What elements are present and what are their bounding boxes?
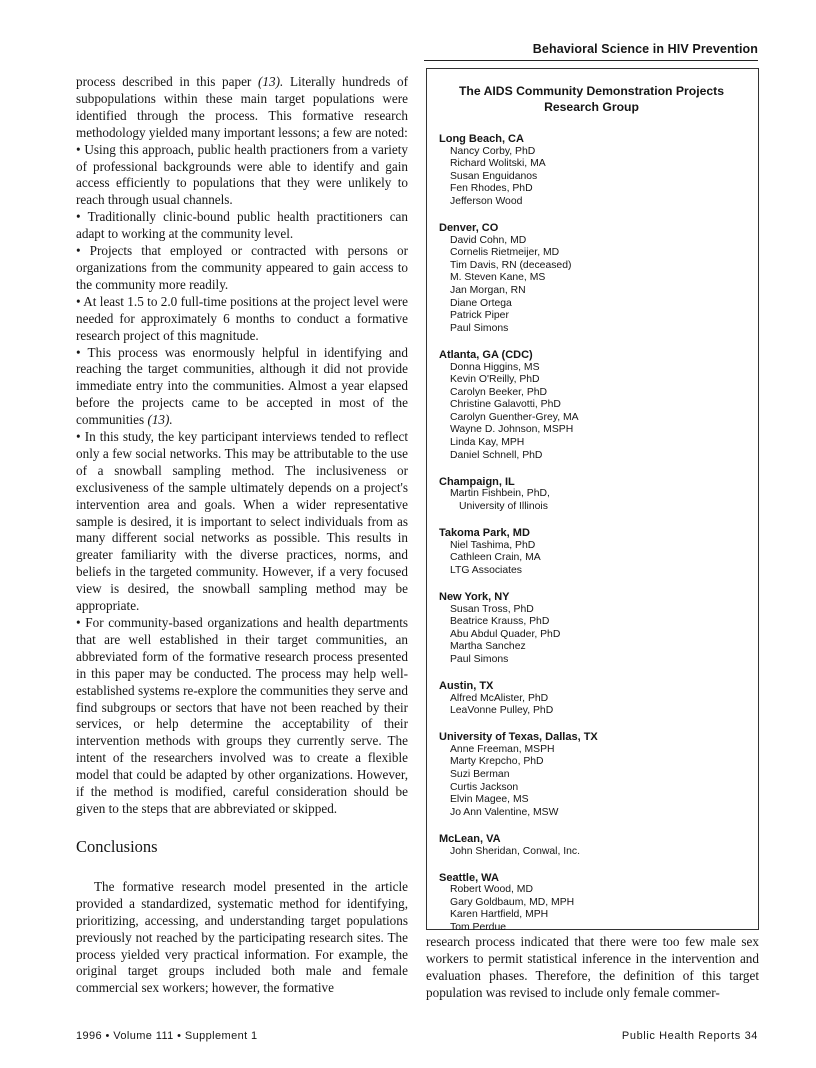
bullet-item [76, 345, 408, 430]
member-name: Jo Ann Valentine, MSW [450, 806, 559, 818]
member-name: Alfred McAlister, PhD [450, 692, 549, 704]
member-name: Linda Kay, MPH [450, 437, 525, 449]
bullet-text: • This process was enormously helpful in identifying and reaching the target communities, although it did not provide immediate entry into the communities. Almost a year elapsed before the projects came to be accepted in most of the communities [76, 344, 408, 428]
member-name: Daniel Schnell, PhD [450, 449, 543, 461]
site-name: Seattle, WA [439, 871, 499, 884]
site-name: McLean, VA [439, 832, 501, 845]
member-name: Gary Goldbaum, MD, MPH [450, 896, 575, 908]
citation: (13). [147, 412, 173, 428]
bullet-item: • For community-based organizations and health departments that are well established in their target communities, an abbreviated form of the formative research process presented in this paper may be conducted. The process may help well-established systems re-explore the communities they serve and find subgroups or sectors that have not been reached by their services, or help determine the acceptability of their intervention methods with groups they currently serve. The intent of the researchers involved was to create a flexible model that could be adapted by other organizations. However, if the method is modified, careful consideration should be given to the steps that are abbreviated or skipped. [76, 615, 408, 816]
left-column [76, 74, 408, 997]
member-name: LeaVonne Pulley, PhD [450, 705, 554, 717]
member-name: Nancy Corby, PhD [450, 145, 536, 157]
member-name: Donna Higgins, MS [450, 361, 540, 373]
opening-text-continued: Literally hundreds of subpopulations within these main target populations were identified through the process. This formative research methodology yielded many important lessons; a few are noted: [76, 74, 409, 140]
member-name: LTG Associates [450, 564, 522, 576]
member-name: Martha Sanchez [450, 641, 526, 653]
member-name: Patrick Piper [450, 310, 509, 322]
member-name: Karen Hartfield, MPH [450, 909, 549, 921]
continuation-paragraph: research process indicated that there were too few male sex workers to permit statistical inference in the intervention and evaluation phases. Therefore, the definition of this target population was revised to include only female commer- [426, 934, 759, 1000]
site-group [439, 833, 744, 858]
bullet-item: • Using this approach, public health practioners from a variety of professional backgrounds were able to identify and gain access efficiently to populations that they were unlikely to reach through usual channels. [76, 141, 408, 208]
member-name: Susan Tross, PhD [450, 603, 534, 615]
member-name: Martin Fishbein, PhD, [450, 488, 550, 500]
site-name: University of Texas, Dallas, TX [439, 731, 598, 744]
site-name: Atlanta, GA (CDC) [439, 348, 533, 361]
member-name: Beatrice Krauss, PhD [450, 616, 550, 628]
site-group [439, 872, 744, 935]
member-name: Wayne D. Johnson, MSPH [450, 424, 574, 436]
sidebar-title-line: The AIDS Community Demonstration Projects [458, 84, 724, 98]
member-name: University of Illinois [459, 500, 548, 512]
member-name: Jan Morgan, RN [450, 285, 526, 297]
site-group [439, 349, 744, 462]
research-group-sidebar [426, 68, 759, 933]
member-name: Suzi Berman [450, 769, 510, 781]
member-name: Fen Rhodes, PhD [450, 183, 533, 195]
site-group [439, 133, 744, 209]
right-column [426, 934, 759, 1002]
footer-issue: 1996 • Volume 111 • Supplement 1 [76, 1030, 258, 1042]
member-name: Abu Abdul Quader, PhD [450, 628, 561, 640]
member-name: Tom Perdue [450, 921, 507, 933]
member-name: Carolyn Beeker, PhD [450, 386, 548, 398]
sidebar-title-line: Research Group [544, 100, 639, 114]
member-name: Richard Wolitski, MA [450, 158, 546, 170]
site-group [439, 731, 744, 819]
member-name: Paul Simons [450, 653, 509, 665]
member-name: Robert Wood, MD [450, 884, 533, 896]
section-heading-conclusions: Conclusions [76, 836, 158, 856]
site-name: New York, NY [439, 590, 510, 603]
member-name: David Cohn, MD [450, 234, 527, 246]
running-head: Behavioral Science in HIV Prevention [532, 42, 758, 56]
opening-text: process described in this paper [76, 74, 258, 89]
bullet-item: • Traditionally clinic-bound public health practitioners can adapt to working at the community level. [76, 209, 408, 242]
member-name: Elvin Magee, MS [450, 794, 529, 806]
member-name: Diane Ortega [450, 297, 512, 309]
site-name: Denver, CO [439, 222, 499, 235]
citation: (13). [258, 74, 284, 89]
member-name: Carolyn Guenther-Grey, MA [450, 411, 579, 423]
member-name: John Sheridan, Conwal, Inc. [450, 845, 580, 857]
site-name: Austin, TX [439, 679, 494, 692]
site-group [439, 527, 744, 577]
conclusions-paragraph: The formative research model presented in the article provided a standardized, systematic method for identifying, prioritizing, accessing, and understanding target populations previously not reached by the participating research sites. The process yielded very practical information. For example, the original target groups included both male and female commercial sex workers; however, the formative [76, 878, 408, 996]
footer-journal-page: Public Health Reports 34 [621, 1030, 758, 1042]
member-name: Susan Enguidanos [450, 170, 538, 182]
sidebar-title [439, 83, 744, 115]
site-group [439, 476, 744, 514]
site-list [439, 133, 744, 935]
member-name: Christine Galavotti, PhD [450, 399, 561, 411]
member-name: M. Steven Kane, MS [450, 272, 546, 284]
member-name: Cornelis Rietmeijer, MD [450, 247, 560, 259]
member-name: Niel Tashima, PhD [450, 539, 536, 551]
member-name: Marty Krepcho, PhD [450, 756, 544, 768]
site-group [439, 591, 744, 667]
header-rule [424, 60, 758, 61]
member-name: Tim Davis, RN (deceased) [450, 259, 572, 271]
site-group [439, 222, 744, 335]
opening-paragraph [76, 74, 408, 142]
site-name: Champaign, IL [439, 475, 515, 488]
site-name: Long Beach, CA [439, 133, 524, 145]
member-name: Cathleen Crain, MA [450, 552, 541, 564]
bullet-item: • In this study, the key participant interviews tended to reflect only a few social networks. This may be attributable to the use of a snowball sampling method. The inclusiveness or exclusiveness of the sample ultimately depends on a project's intervention area and goals. When a wider representative sample is desired, it is important to select individuals from as many different social networks as possible. This results in greater familiarity with the diverse practices, norms, and beliefs in the targeted community. However, if a very focused view is desired, the snowball sampling method may be appropriate. [76, 429, 408, 614]
member-name: Paul Simons [450, 322, 509, 334]
member-name: Anne Freeman, MSPH [450, 743, 555, 755]
site-name: Takoma Park, MD [439, 527, 530, 540]
member-name: Curtis Jackson [450, 781, 519, 793]
bullet-item: • At least 1.5 to 2.0 full-time positions at the project level were needed for approximately 6 months to conduct a formative research project of this magnitude. [76, 293, 408, 343]
bullet-item: • Projects that employed or contracted with persons or organizations from the community appeared to gain access to the community more readily. [76, 243, 408, 292]
member-name: Jefferson Wood [450, 195, 523, 207]
member-name: Kevin O'Reilly, PhD [450, 374, 540, 386]
site-group [439, 680, 744, 718]
